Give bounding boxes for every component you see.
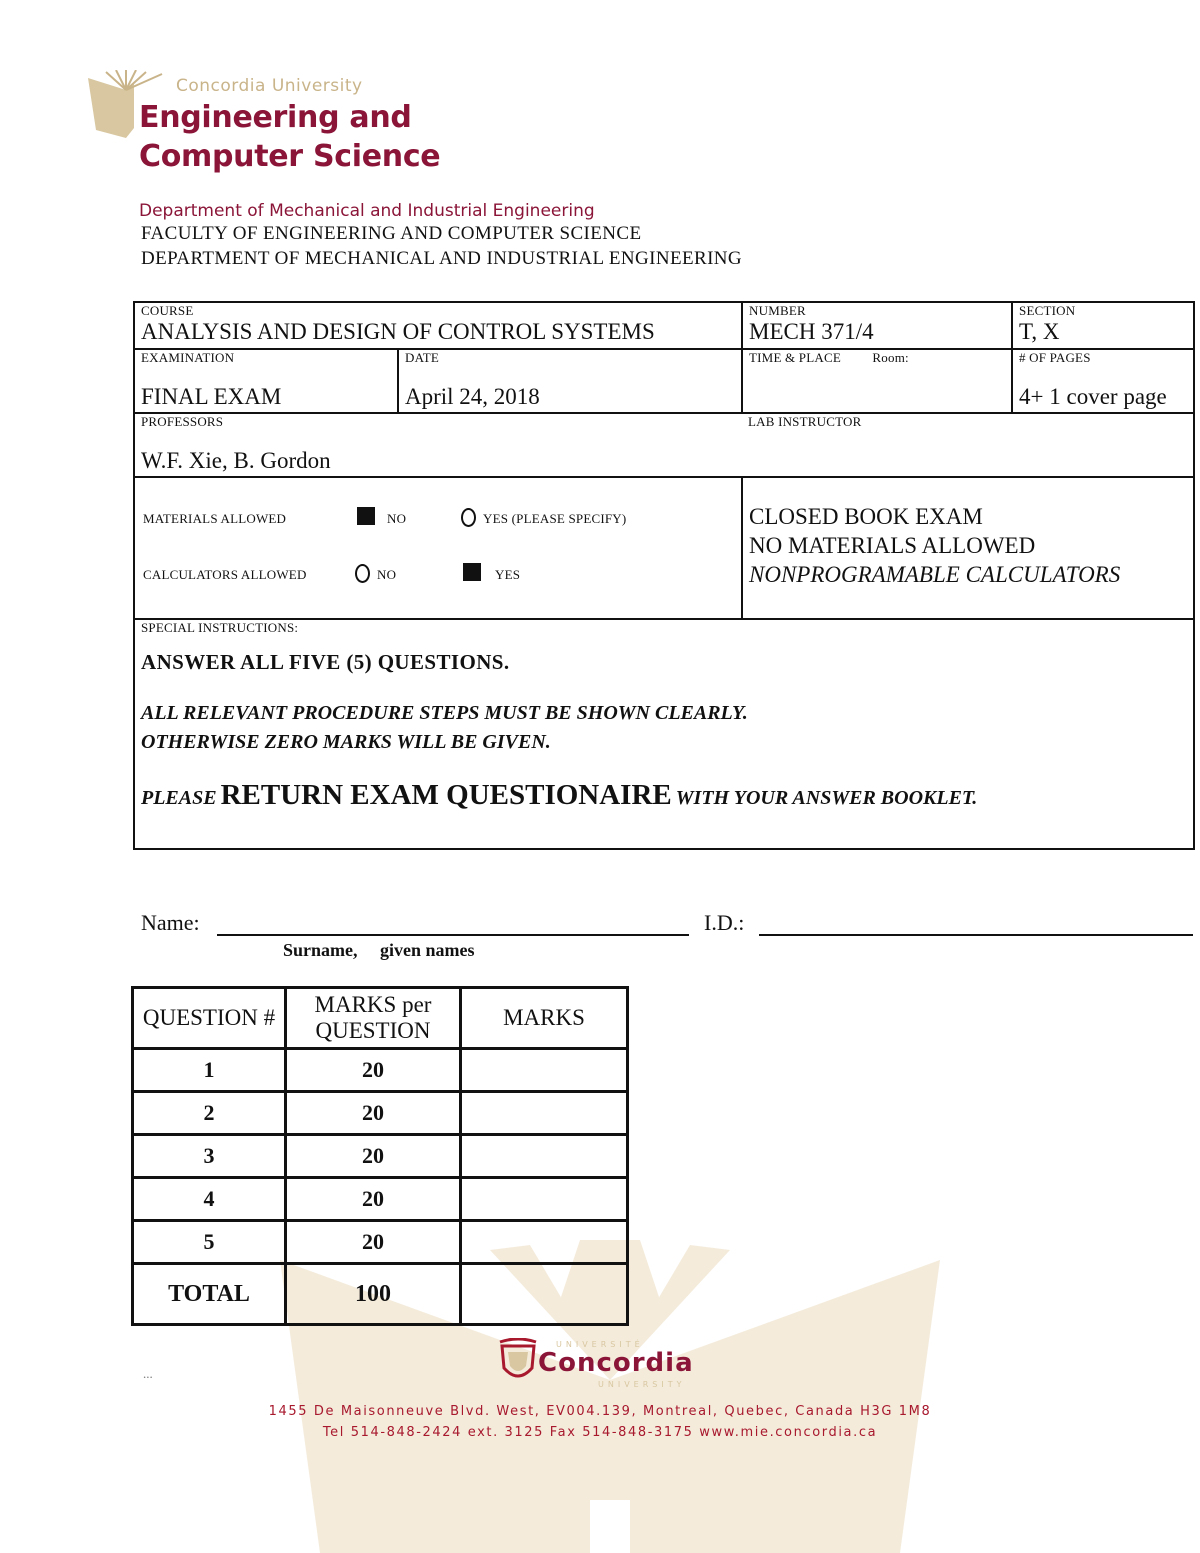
- table-row: [133, 1135, 628, 1178]
- faculty-name: FACULTY OF ENGINEERING AND COMPUTER SCIENCE: [141, 223, 642, 244]
- table-row: [133, 1092, 628, 1135]
- room-label: Room:: [872, 350, 909, 365]
- department-subtitle: Department of Mechanical and Industrial Engineering: [139, 201, 595, 221]
- date-cell: [398, 349, 742, 413]
- section-label: SECTION: [1019, 303, 1076, 318]
- examination-value: FINAL EXAM: [141, 384, 282, 409]
- lab-instructor-label: LAB INSTRUCTOR: [748, 414, 862, 429]
- footer-logo-top: UNIVERSITÉ: [556, 1340, 644, 1349]
- calculators-yes-checkbox[interactable]: [463, 563, 481, 581]
- question-number: 1: [133, 1049, 286, 1092]
- time-place-label: TIME & PLACE: [749, 350, 841, 365]
- date-value: April 24, 2018: [405, 384, 540, 409]
- name-hint: Surname, given names: [283, 940, 475, 960]
- time-place-label-row: [749, 350, 1005, 366]
- section-value: T, X: [1019, 319, 1060, 344]
- marks-cell[interactable]: [461, 1135, 628, 1178]
- header-question: QUESTION #: [133, 988, 286, 1049]
- table-row: [133, 1221, 628, 1264]
- id-label: I.D.:: [704, 910, 745, 935]
- footer-logo-name: Concordia: [538, 1348, 694, 1378]
- materials-yes-radio[interactable]: [461, 508, 476, 527]
- materials-yes-label: YES (PLEASE SPECIFY): [483, 511, 627, 526]
- closed-book-text: CLOSED BOOK EXAM: [749, 504, 983, 529]
- materials-no-label: NO: [387, 511, 407, 526]
- footer-address: 1455 De Maisonneuve Blvd. West, EV004.139, Montreal, Quebec, Canada H3G 1M8: [268, 1404, 932, 1419]
- professors-value: W.F. Xie, B. Gordon: [141, 448, 331, 473]
- question-number: 2: [133, 1092, 286, 1135]
- time-place-cell: [742, 349, 1012, 413]
- marks-table: [131, 986, 629, 1326]
- header-marks-per-question: MARKS per QUESTION: [286, 988, 461, 1049]
- lab-instructor-cell: [742, 413, 1194, 477]
- question-number: 5: [133, 1221, 286, 1264]
- pages-value: 4+ 1 cover page: [1019, 384, 1167, 409]
- table-row: [133, 1178, 628, 1221]
- marks-per-question: 20: [286, 1178, 461, 1221]
- materials-no-checkbox[interactable]: [357, 507, 375, 525]
- department-name: DEPARTMENT OF MECHANICAL AND INDUSTRIAL ENGINEERING: [141, 248, 743, 269]
- course-cell: [134, 302, 742, 349]
- footer-ellipsis: ...: [143, 1366, 153, 1381]
- number-label: NUMBER: [749, 303, 806, 318]
- logo-title-line2: Computer Science: [139, 139, 441, 174]
- course-value: ANALYSIS AND DESIGN OF CONTROL SYSTEMS: [141, 319, 655, 344]
- marks-cell[interactable]: [461, 1049, 628, 1092]
- marks-cell[interactable]: [461, 1178, 628, 1221]
- instruction-with-booklet: WITH YOUR ANSWER BOOKLET.: [675, 787, 978, 809]
- question-number: 4: [133, 1178, 286, 1221]
- special-instructions-cell: [134, 619, 1194, 849]
- instruction-return-line: [141, 779, 1187, 812]
- examination-label: EXAMINATION: [141, 350, 235, 365]
- pages-cell: [1012, 349, 1194, 413]
- total-marks-cell[interactable]: [461, 1264, 628, 1325]
- instruction-zero-marks: OTHERWISE ZERO MARKS WILL BE GIVEN.: [141, 731, 551, 753]
- number-value: MECH 371/4: [749, 319, 874, 344]
- id-field[interactable]: [759, 934, 1193, 936]
- table-row: [133, 1049, 628, 1092]
- calculators-yes-label: YES: [495, 567, 521, 582]
- materials-note-cell: [742, 477, 1194, 619]
- special-instructions-label: SPECIAL INSTRUCTIONS:: [141, 620, 299, 635]
- professors-label: PROFESSORS: [141, 414, 224, 429]
- university-name: Concordia University: [176, 76, 363, 96]
- instruction-please: PLEASE: [141, 787, 217, 809]
- nonprogramable-calculators-text: NONPROGRAMABLE CALCULATORS: [749, 562, 1121, 587]
- no-materials-text: NO MATERIALS ALLOWED: [749, 533, 1036, 558]
- calculators-no-radio[interactable]: [355, 564, 370, 583]
- instruction-answer-all: ANSWER ALL FIVE (5) QUESTIONS.: [141, 650, 510, 674]
- instruction-procedure-steps: ALL RELEVANT PROCEDURE STEPS MUST BE SHOWN CLEARLY.: [141, 702, 748, 724]
- marks-per-question: 20: [286, 1135, 461, 1178]
- calculators-no-label: NO: [377, 567, 397, 582]
- marks-cell[interactable]: [461, 1221, 628, 1264]
- pages-label: # OF PAGES: [1019, 350, 1091, 365]
- header-marks: MARKS: [461, 988, 628, 1049]
- course-label: COURSE: [141, 303, 194, 318]
- question-number: 3: [133, 1135, 286, 1178]
- concordia-shield-icon: [498, 1338, 538, 1388]
- name-field[interactable]: [217, 934, 689, 936]
- total-label: TOTAL: [133, 1264, 286, 1325]
- date-label: DATE: [405, 350, 440, 365]
- marks-per-question: 20: [286, 1092, 461, 1135]
- footer-contact: Tel 514-848-2424 ext. 3125 Fax 514-848-3175 www.mie.concordia.ca: [322, 1425, 878, 1440]
- total-row: [133, 1264, 628, 1325]
- instruction-return-exam: RETURN EXAM QUESTIONAIRE: [220, 779, 672, 811]
- examination-cell: [134, 349, 398, 413]
- professors-cell: [134, 413, 742, 477]
- calculators-allowed-label: CALCULATORS ALLOWED: [143, 567, 307, 582]
- materials-cell: [134, 477, 742, 619]
- number-cell: [742, 302, 1012, 349]
- section-cell: [1012, 302, 1194, 349]
- logo-title-line1: Engineering and: [139, 100, 412, 135]
- marks-per-question: 20: [286, 1221, 461, 1264]
- name-label: Name:: [141, 910, 200, 935]
- footer-logo-bottom: UNIVERSITY: [598, 1380, 686, 1389]
- exam-info-table: [133, 301, 1195, 850]
- marks-per-question: 20: [286, 1049, 461, 1092]
- marks-table-header: [133, 988, 628, 1049]
- materials-allowed-label: MATERIALS ALLOWED: [143, 511, 287, 526]
- marks-cell[interactable]: [461, 1092, 628, 1135]
- total-value: 100: [286, 1264, 461, 1325]
